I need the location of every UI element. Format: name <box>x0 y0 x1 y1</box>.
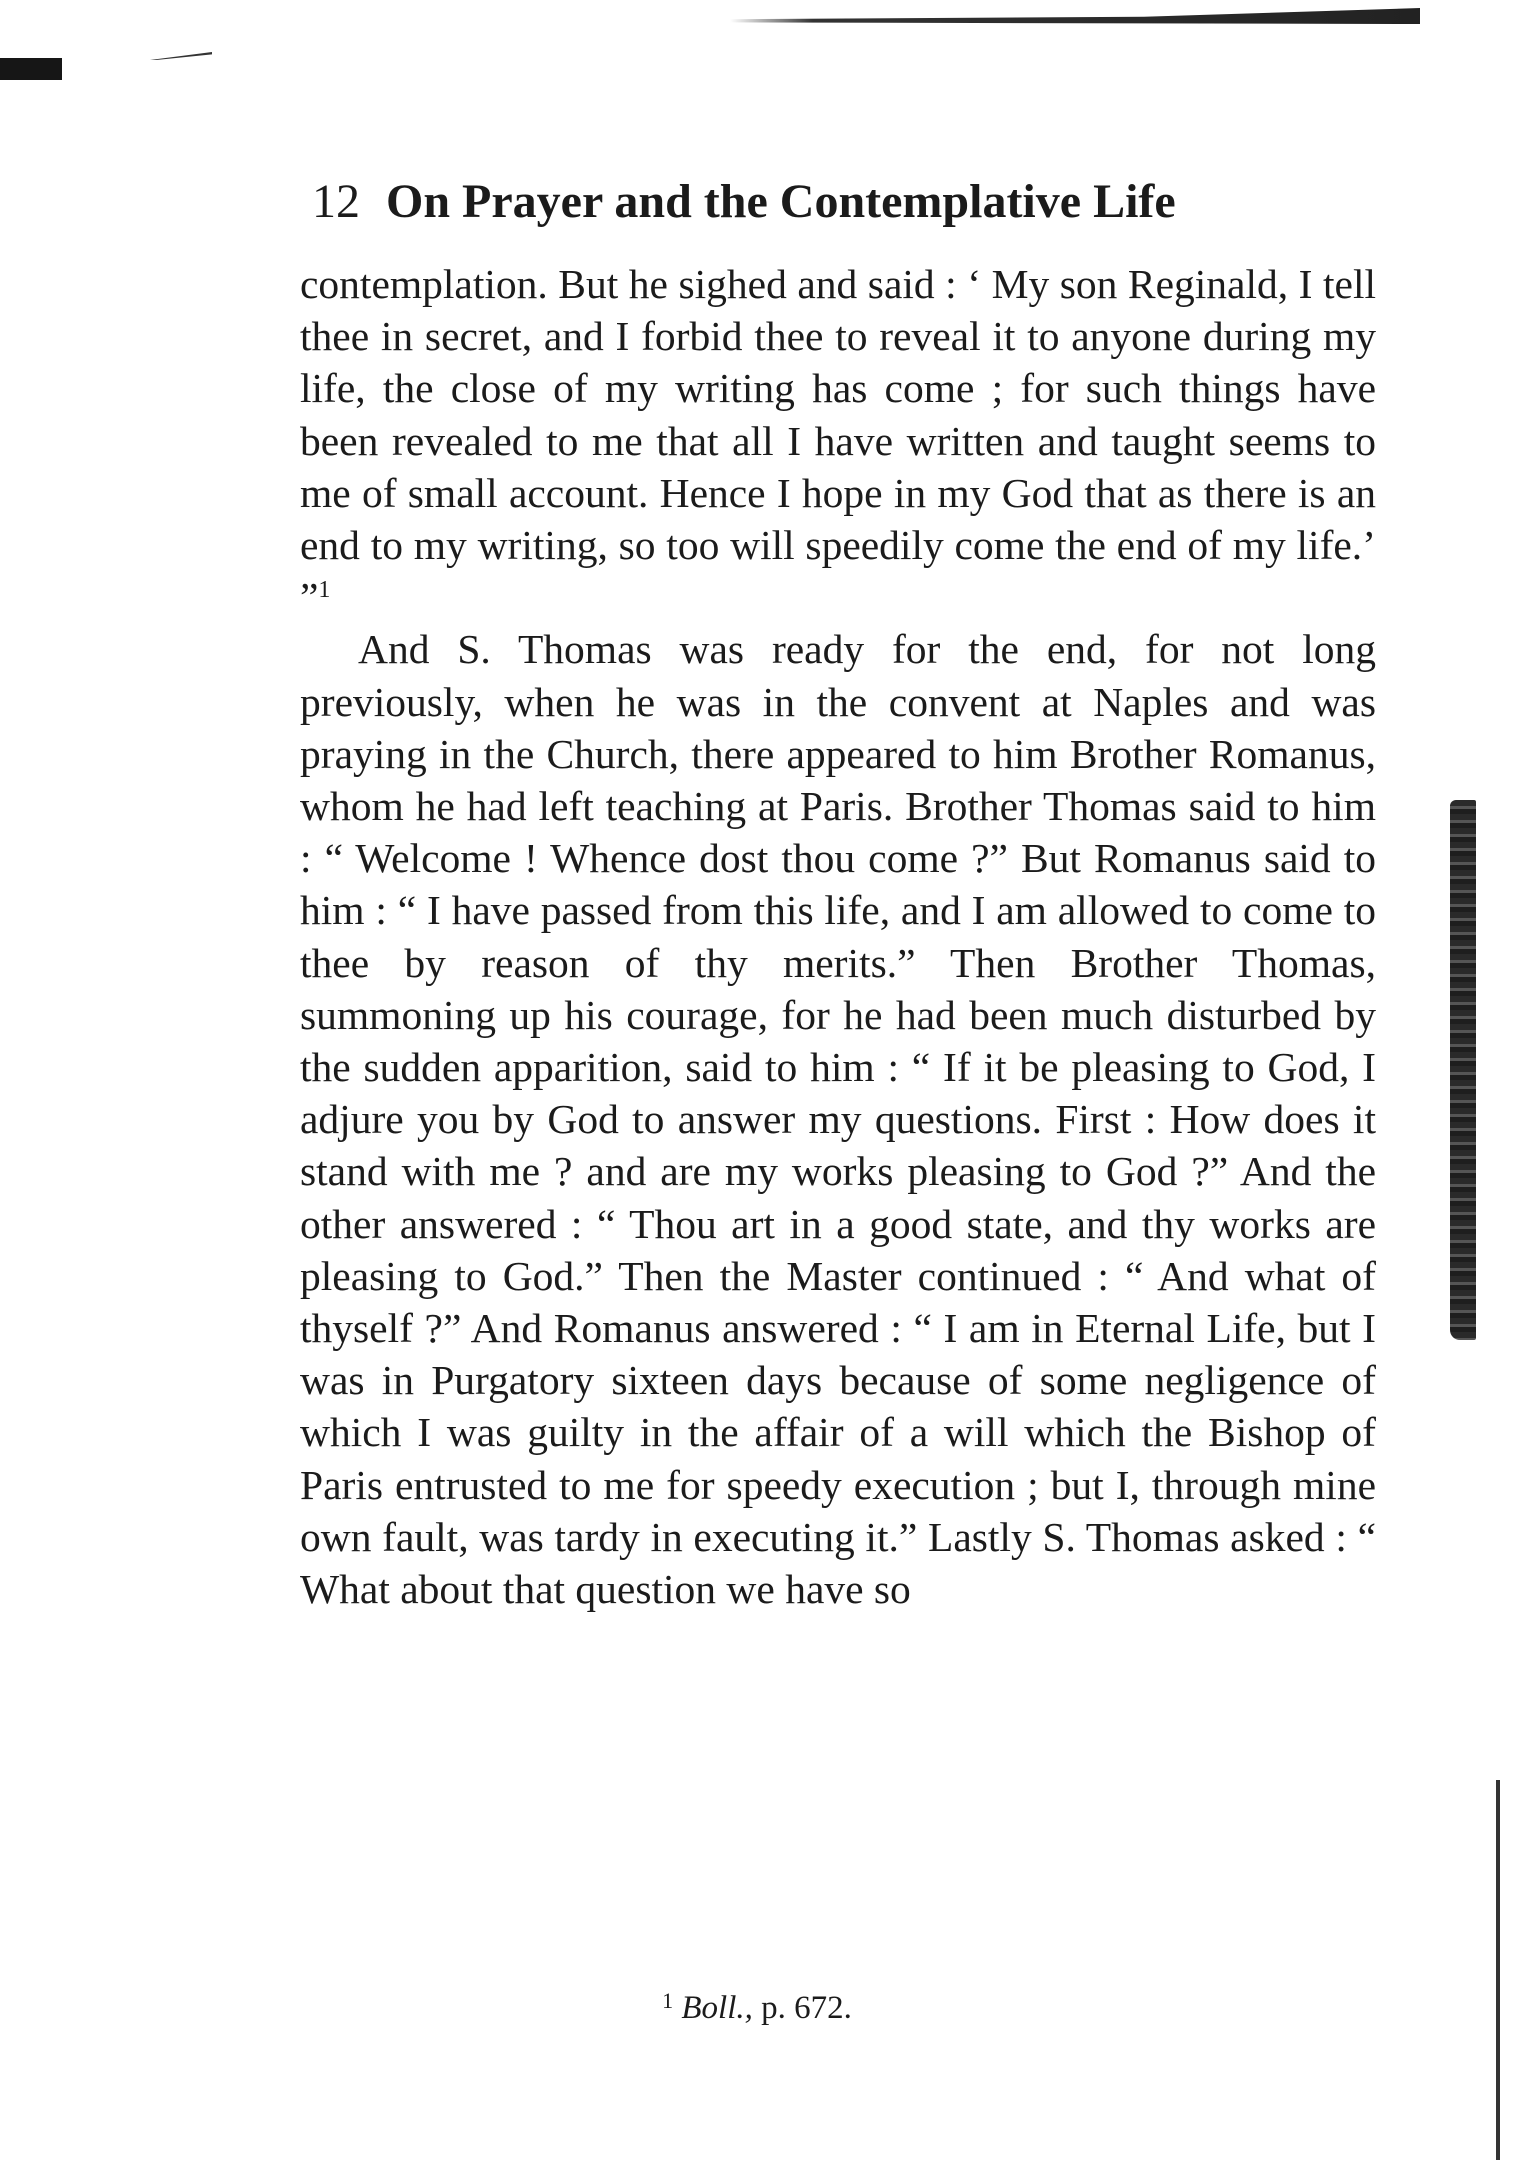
scan-margin-tick <box>150 52 212 60</box>
scan-top-rule <box>730 8 1420 24</box>
footnote <box>0 1988 1514 2028</box>
paragraph <box>300 623 1376 1615</box>
body-text <box>300 258 1376 1615</box>
paragraph-continuation <box>300 258 1376 623</box>
paragraph-text: And S. Thomas was ready for the end, for not long previously, when he was in the convent at Naples and was praying in the Church, there appeared to him Brother Romanus, whom he had left teaching at Paris. Brother Thomas said to him : “ Welcome ! Whence dost thou come ?” But Romanus said to him : “ I have passed from this life, and I am allowed to come to thee by reason of thy merits.” Then Brother Thomas, summoning up his courage, for he had been much disturbed by the sudden apparition, said to him : “ If it be pleasing to God, I adjure you by God to answer my questions. First : How does it stand with me ? and are my works pleasing to God ?” And the other answered : “ Thou art in a good state, and thy works are pleasing to God.” Then the Master continued : “ And what of thyself ?” And Romanus answered : “ I am in Eternal Life, but I was in Purgatory sixteen days because of some negligence of which I was guilty in the affair of a will which the Bishop of Paris entrusted to me for speedy execution ; but I, through mine own fault, was tardy in executing it.” Lastly S. Thomas asked : “ What about that question we have so <box>300 626 1376 1613</box>
scan-binding-shadow <box>1450 800 1476 1340</box>
running-title: On Prayer and the Contemplative Life <box>386 175 1176 228</box>
footnote-reference: 1 <box>318 577 331 604</box>
page-header <box>312 172 1372 232</box>
footnote-page: p. 672. <box>761 1990 852 2026</box>
footnote-source: Boll., <box>681 1990 753 2026</box>
footnote-marker: 1 <box>662 1988 674 2013</box>
page-number: 12 <box>312 175 360 228</box>
paragraph-text: contemplation. But he sighed and said : ‘ My son Reginald, I tell thee in secret, and I forbid thee to reveal it to anyone during my life, the close of my writing has come ; for such things have been revealed to me that all I have written and taught seems to me of small account. Hence I hope in my God that as there is an end to my writing, so too will speedily come the end of my life.’ ” <box>300 261 1376 621</box>
scan-page-edge <box>1496 1780 1500 2160</box>
scan-margin-mark <box>0 58 62 80</box>
